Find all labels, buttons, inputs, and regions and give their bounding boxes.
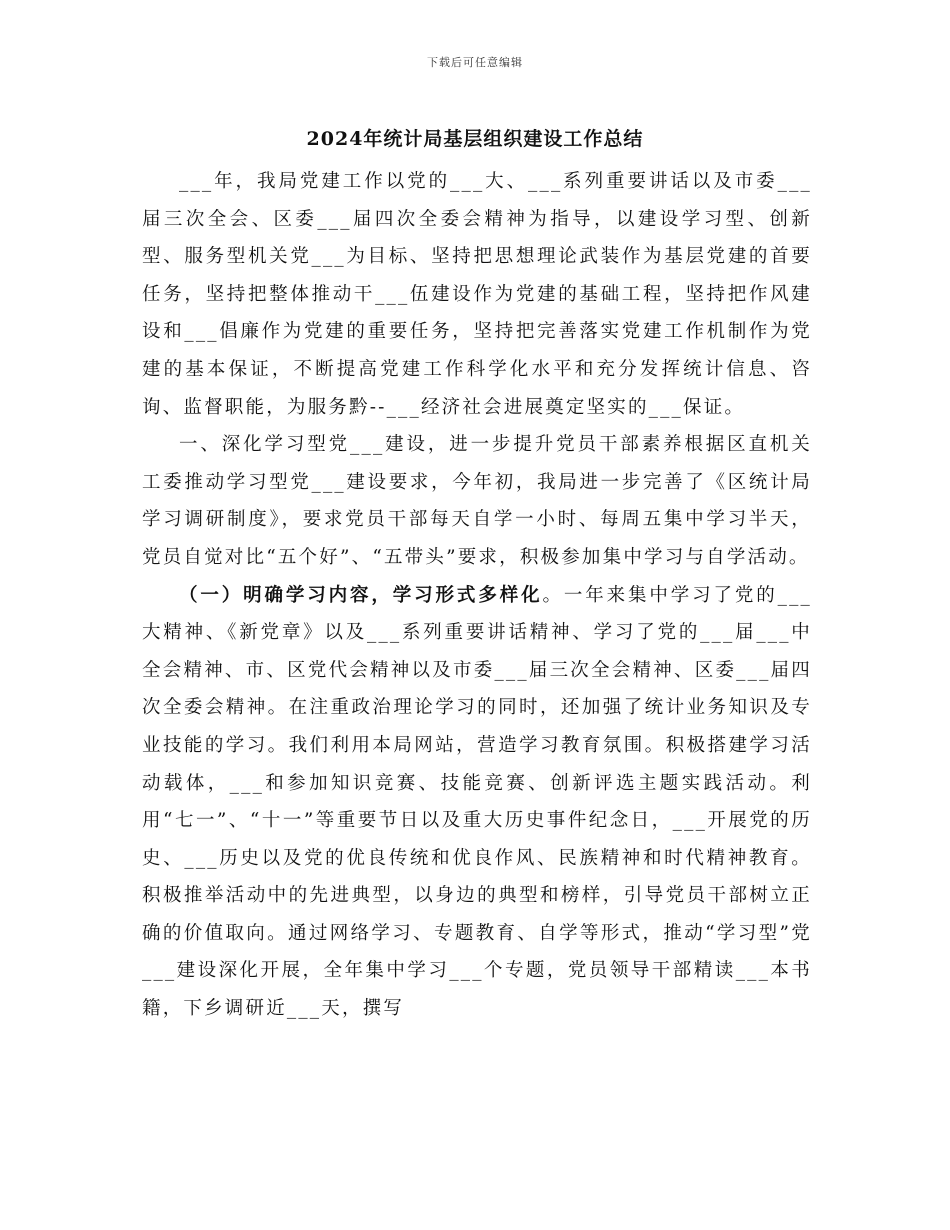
- header-note: 下载后可任意编辑: [427, 56, 523, 69]
- paragraph-intro: ___年，我局党建工作以党的___大、___系列重要讲话以及市委___届三次全会、区委___届四次全委会精神为指导，以建设学习型、创新型、服务型机关党___为目标、坚持把思想理论武装作为基层党建的首要任务，坚持把整体推动干___伍建设作为党建的基础工程，坚持把作风建设和___倡廉作为党建的重要任务，坚持把完善落实党建工作机制作为党建的基本保证，不断提高党建工作科学化水平和充分发挥统计信息、咨询、监督职能，为服务黔--___经济社会进展奠定坚实的___保证。: [142, 171, 812, 418]
- document-body: [142, 163, 812, 1028]
- paragraph-subsection-one: [142, 577, 812, 1028]
- subsection-text: 。一年来集中学习了党的___大精神、《新党章》以及___系列重要讲话精神、学习了党的___届___中全会精神、市、区党代会精神以及市委___届三次全会精神、区委___届四次全委会精神。在注重政治理论学习的同时，还加强了统计业务知识及专业技能的学习。我们利用本局网站，营造学习教育氛围。积极搭建学习活动载体，___和参加知识竞赛、技能竞赛、创新评选主题实践活动。利用“七一”、“十一”等重要节日以及重大历史事件纪念日，___开展党的历史、___历史以及党的优良传统和优良作风、民族精神和时代精神教育。积极推举活动中的先进典型，以身边的典型和榜样，引导党员干部树立正确的价值取向。通过网络学习、专题教育、自学等形式，推动“学习型”党___建设深化开展，全年集中学习___个专题，党员领导干部精读___本书籍，下乡调研近___天，撰写: [142, 584, 812, 1020]
- subsection-heading: （一）明确学习内容，学习形式多样化: [179, 584, 543, 606]
- paragraph-section-one: 一、深化学习型党___建设，进一步提升党员干部素养根据区直机关工委推动学习型党___建设要求，今年初，我局进一步完善了《区统计局学习调研制度》，要求党员干部每天自学一小时、每周五集中学习半天，党员自觉对比“五个好”、“五带头”要求，积极参加集中学习与自学活动。: [142, 434, 812, 568]
- document-title: 2024年统计局基层组织建设工作总结: [306, 128, 644, 150]
